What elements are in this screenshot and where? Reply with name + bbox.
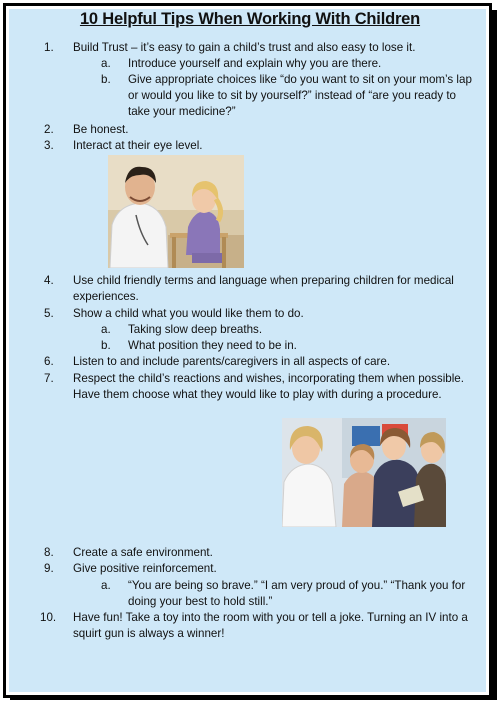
tip-1b-letter: b. xyxy=(101,73,111,86)
tip-1b-text-line-1: Give appropriate choices like “do you want to sit on your mom’s lap xyxy=(128,73,472,86)
tip-2-number: 2. xyxy=(44,123,54,136)
tip-1-text: Build Trust – it’s easy to gain a child’s trust and also easy to lose it. xyxy=(73,41,416,54)
tip-10-text-line-1: Have fun! Take a toy into the room with you or tell a joke. Turning an IV into a xyxy=(73,611,468,624)
tip-5a-letter: a. xyxy=(101,323,111,336)
tip-7-text-line-1: Respect the child’s reactions and wishes, incorporating them when possible. xyxy=(73,372,464,385)
tip-6-text: Listen to and include parents/caregivers in all aspects of care. xyxy=(73,355,391,368)
frame-shadow-right xyxy=(492,10,497,698)
tip-9a-letter: a. xyxy=(101,579,111,592)
tip-2-text: Be honest. xyxy=(73,123,129,136)
tip-4-text-line-2: experiences. xyxy=(73,290,139,303)
tip-3-number: 3. xyxy=(44,139,54,152)
tip-7-number: 7. xyxy=(44,372,54,385)
doctor-with-child-photo xyxy=(108,155,244,268)
tip-10-text-line-2: squirt gun is always a winner! xyxy=(73,627,225,640)
tip-7-text-line-2: Have them choose what they would like to play with during a procedure. xyxy=(73,388,442,401)
family-with-nurse-photo xyxy=(282,418,446,527)
tip-5a-text: Taking slow deep breaths. xyxy=(128,323,263,336)
tip-10-number: 10. xyxy=(40,611,57,624)
tip-3-text: Interact at their eye level. xyxy=(73,139,203,152)
tip-8-text: Create a safe environment. xyxy=(73,546,213,559)
tip-1-number: 1. xyxy=(44,41,54,54)
tip-9-text: Give positive reinforcement. xyxy=(73,562,217,575)
tip-9-number: 9. xyxy=(44,562,54,575)
tip-9a-text-line-1: “You are being so brave.” “I am very proud of you.” “Thank you for xyxy=(128,579,466,592)
tip-5-number: 5. xyxy=(44,307,54,320)
tip-9a-text-line-2: doing your best to hold still.” xyxy=(128,595,273,608)
tip-4-text-line-1: Use child friendly terms and language when preparing children for medical xyxy=(73,274,454,287)
tip-5-text: Show a child what you would like them to do. xyxy=(73,307,304,320)
tip-1a-text: Introduce yourself and explain why you are there. xyxy=(128,57,382,70)
page-title: 10 Helpful Tips When Working With Children xyxy=(79,10,421,28)
tip-8-number: 8. xyxy=(44,546,54,559)
tip-5b-letter: b. xyxy=(101,339,111,352)
tip-1b-text-line-2: or would you like to sit by yourself?” instead of “are you ready to xyxy=(128,89,457,102)
frame-shadow-bottom xyxy=(10,695,497,700)
tip-5b-text: What position they need to be in. xyxy=(128,339,297,352)
tip-1b-text-line-3: take your medicine?” xyxy=(128,105,236,118)
tip-1a-letter: a. xyxy=(101,57,111,70)
tip-6-number: 6. xyxy=(44,355,54,368)
tip-4-number: 4. xyxy=(44,274,54,287)
